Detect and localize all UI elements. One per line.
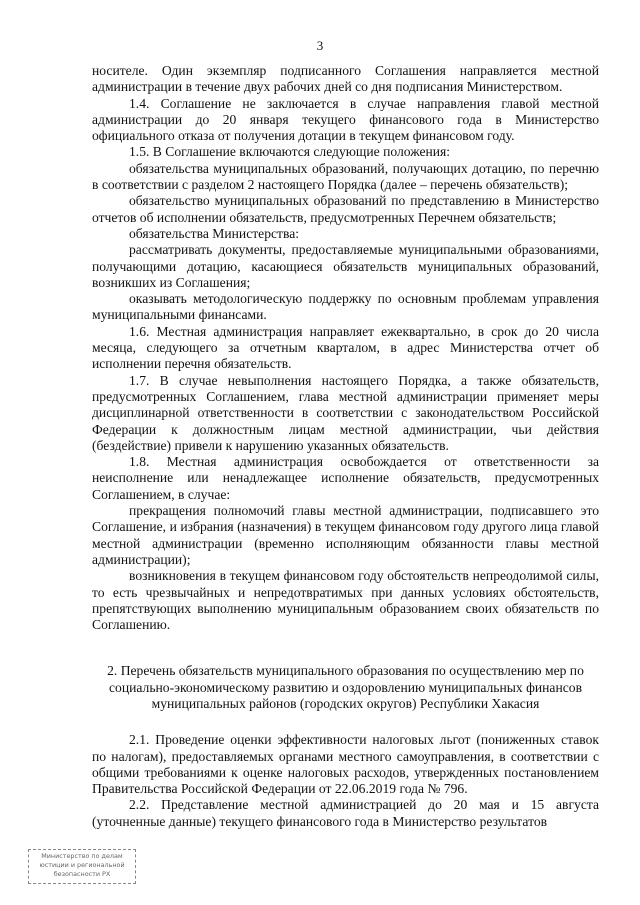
page-number: 3 [316, 38, 324, 53]
paragraph: 2.2. Представление местной администрацией до 20 мая и 15 августа (уточненные данные) текущего финансового года в Министерство результатов [92, 797, 599, 829]
paragraph: оказывать методологическую поддержку по основным проблемам управления муниципальными финансами. [92, 291, 599, 323]
paragraph: рассматривать документы, предоставляемые муниципальными образованиями, получающими дотацию, касающиеся обязательств муниципальных образований, возникших из Соглашения; [92, 242, 599, 290]
paragraph: 2.1. Проведение оценки эффективности налоговых льгот (пониженных ставок по налогам), предоставляемых органами местного самоуправления, в соответствии с общими требованиями к оценке налоговых расходов, утвержденных постановлением Правительства Российской Федерации от 22.06.2019 года № 796. [92, 732, 599, 797]
paragraph: носителе. Один экземпляр подписанного Соглашения направляется местной администрации в течение двух рабочих дней со дня подписания Министерством. [92, 63, 599, 95]
stamp-line: безопасности РХ [53, 870, 111, 878]
stamp-line: Министерство по делам [41, 852, 123, 860]
paragraph: прекращения полномочий главы местной администрации, подписавшего это Соглашение, и избрания (назначения) в текущем финансовом году другого лица главой местной администрации (временно исполняющим обязанности главы местной администрации); [92, 503, 599, 567]
paragraph: 1.7. В случае невыполнения настоящего Порядка, а также обязательств, предусмотренных Соглашением, глава местной администрации применяет меры дисциплинарной ответственности в соответствии с законодательством Российской Федерации к должностным лицам местной администрации, чьи действия (бездействие) привели к нарушению указанных обязательств. [92, 372, 599, 453]
registration-stamp [28, 849, 136, 884]
stamp-line: юстиции и региональной [39, 861, 125, 869]
paragraph: обязательства Министерства: [129, 225, 300, 241]
paragraph: 1.6. Местная администрация направляет ежеквартально, в срок до 20 числа месяца, следующего за отчетным кварталом, в адрес Министерства отчет об исполнении перечня обязательств. [92, 323, 599, 372]
paragraph: возникновения в текущем финансовом году обстоятельств непреодолимой силы, то есть чрезвычайных и непредотвратимых при данных условиях обстоятельств, препятствующих выполнению муниципальным образованием своих обязательств по Соглашению. [92, 568, 599, 633]
paragraph: 1.5. В Соглашение включаются следующие положения: [129, 144, 451, 160]
paragraph: обязательство муниципальных образований по представлению в Министерство отчетов об исполнении обязательств, предусмотренных Перечнем обязательств; [92, 193, 599, 225]
paragraph: обязательства муниципальных образований, получающих дотацию, по перечню в соответствии с разделом 2 настоящего Порядка (далее – перечень обязательств); [92, 160, 599, 193]
paragraph: 1.4. Соглашение не заключается в случае направления главой местной администрации до 20 января текущего финансового года в Министерство официального отказа от получения дотации в текущем финансовом году. [92, 95, 599, 144]
document-body [92, 63, 599, 830]
paragraph: 1.8. Местная администрация освобождается от ответственности за неисполнение или ненадлежащее исполнение обязательств, предусмотренных Соглашением, в случае: [92, 454, 599, 502]
section-heading: 2. Перечень обязательств муниципального образования по осуществлению мер по социально-экономическому развитию и оздоровлению муниципальных финансов муниципальных районов (городских округов) Республики Хакасия [107, 663, 584, 711]
